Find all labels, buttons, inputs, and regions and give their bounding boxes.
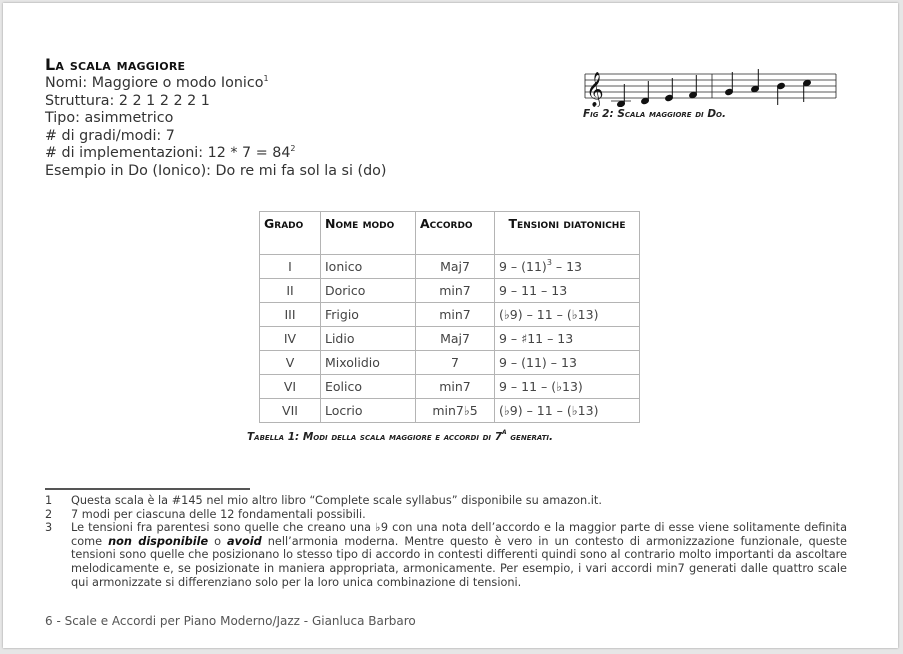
scale-notes: [611, 69, 811, 107]
cell-grado: VII: [260, 399, 321, 423]
info-text: Struttura: 2 2 1 2 2 2 1: [45, 92, 210, 109]
cell-accordo: min7♭5: [416, 399, 495, 423]
cell-accordo: min7: [416, 375, 495, 399]
table-caption: [247, 427, 553, 443]
cell-tensioni: 9 – 11 – 13: [495, 279, 640, 303]
footnote-2: [45, 508, 847, 522]
info-line-names: [45, 75, 386, 93]
cell-nome: Frigio: [321, 303, 416, 327]
footnote-ref-3[interactable]: 3: [546, 258, 552, 267]
footnote-ref-2[interactable]: 2: [290, 144, 296, 153]
cell-nome: Lidio: [321, 327, 416, 351]
figure-caption: Fig 2: Scala maggiore di Do.: [583, 108, 726, 120]
cell-tensioni: 9 – ♯11 – 13: [495, 327, 640, 351]
emphasis-text: non disponibile: [108, 534, 209, 548]
info-line-type: [45, 110, 386, 128]
info-line-degrees: [45, 128, 386, 146]
header-tensioni: Tensioni diatoniche: [495, 212, 640, 255]
table-row: [260, 279, 640, 303]
header-nome-modo: Nome modo: [321, 212, 416, 255]
caption-text: Tabella 1: Modi della scala maggiore e accordi di 7: [247, 431, 502, 443]
cell-tensioni: 9 – (11) – 13: [495, 351, 640, 375]
cell-tensioni: [495, 255, 640, 279]
cell-nome: Locrio: [321, 399, 416, 423]
footnote-number: 1: [45, 494, 53, 507]
header-grado: Grado: [260, 212, 321, 255]
footnote-3: [45, 521, 847, 589]
info-text: # di gradi/modi: 7: [45, 127, 175, 144]
footnote-number: 3: [45, 521, 53, 535]
tension-text: 9 – (11): [499, 259, 547, 274]
cell-accordo: Maj7: [416, 255, 495, 279]
page-footer: 6 - Scale e Accordi per Piano Moderno/Jazz - Gianluca Barbaro: [45, 614, 416, 628]
footnote-text-part: o: [208, 534, 228, 548]
cell-tensioni: (♭9) – 11 – (♭13): [495, 399, 640, 423]
table-row: [260, 351, 640, 375]
table-row: [260, 303, 640, 327]
info-line-implementations: [45, 145, 386, 163]
footnote-1: [45, 494, 847, 508]
cell-grado: II: [260, 279, 321, 303]
cell-accordo: min7: [416, 279, 495, 303]
scale-info: [45, 75, 386, 180]
caption-superscript: a: [502, 427, 507, 436]
table-row: [260, 375, 640, 399]
footnote-text-part: Le tensioni fra parentesi sono quelle che creano una ♭9 con una nota dell’accordo e la maggior parte di esse viene solitamente definita come: [71, 521, 847, 548]
document-page: [3, 3, 898, 648]
cell-grado: V: [260, 351, 321, 375]
cell-nome: Ionico: [321, 255, 416, 279]
footnote-text-part: nell’armonia moderna. Mentre questo è vero in un contesto di armonizzazione funzionale, queste tensioni sono quelle che posizionano lo stesso tipo di accordo in contesti differenti quindi sono al contrario molto importanti da ascoltare melodicamente e, se posizionate in maniera appropriata, armonicamente. Per esempio, i vari accordi min7 generati dalle quattro scale qui armonizzate si differenziano solo per la loro unica combinazione di tensioni.: [71, 534, 848, 589]
modes-table: [259, 211, 640, 423]
tension-text: – 13: [551, 259, 583, 274]
footnote-divider: [45, 488, 250, 490]
footnote-text: [71, 521, 847, 589]
table-row: [260, 327, 640, 351]
table-row: [260, 399, 640, 423]
section-title: La scala maggiore: [45, 55, 186, 74]
cell-tensioni: 9 – 11 – (♭13): [495, 375, 640, 399]
info-text: # di implementazioni: 12 * 7 = 84: [45, 145, 291, 161]
cell-grado: IV: [260, 327, 321, 351]
info-line-structure: [45, 93, 386, 111]
footnote-number: 2: [45, 507, 53, 521]
cell-tensioni: (♭9) – 11 – (♭13): [495, 303, 640, 327]
cell-grado: I: [260, 255, 321, 279]
cell-grado: VI: [260, 375, 321, 399]
info-line-example: [45, 163, 386, 181]
table-row: [260, 255, 640, 279]
footnotes: [45, 494, 847, 589]
info-text: Nomi: Maggiore o modo Ionico: [45, 75, 264, 91]
footnote-ref-1[interactable]: 1: [263, 74, 269, 83]
cell-nome: Dorico: [321, 279, 416, 303]
caption-text: generati.: [506, 431, 553, 443]
cell-accordo: min7: [416, 303, 495, 327]
treble-clef-icon: 𝄞: [586, 72, 604, 107]
info-text: Esempio in Do (Ionico): Do re mi fa sol la si (do): [45, 162, 387, 179]
cell-accordo: 7: [416, 351, 495, 375]
cell-accordo: Maj7: [416, 327, 495, 351]
cell-nome: Mixolidio: [321, 351, 416, 375]
c-major-scale-staff: [583, 65, 838, 107]
cell-nome: Eolico: [321, 375, 416, 399]
cell-grado: III: [260, 303, 321, 327]
footnote-text: 7 modi per ciascuna delle 12 fondamentali possibili.: [71, 507, 366, 521]
footnote-text: Questa scala è la #145 nel mio altro libro “Complete scale syllabus” disponibile su amazon.it.: [71, 494, 602, 507]
table-header-row: [260, 212, 640, 255]
emphasis-text: avoid: [227, 534, 262, 548]
header-accordo: Accordo: [416, 212, 495, 255]
info-text: Tipo: asimmetrico: [45, 110, 174, 126]
